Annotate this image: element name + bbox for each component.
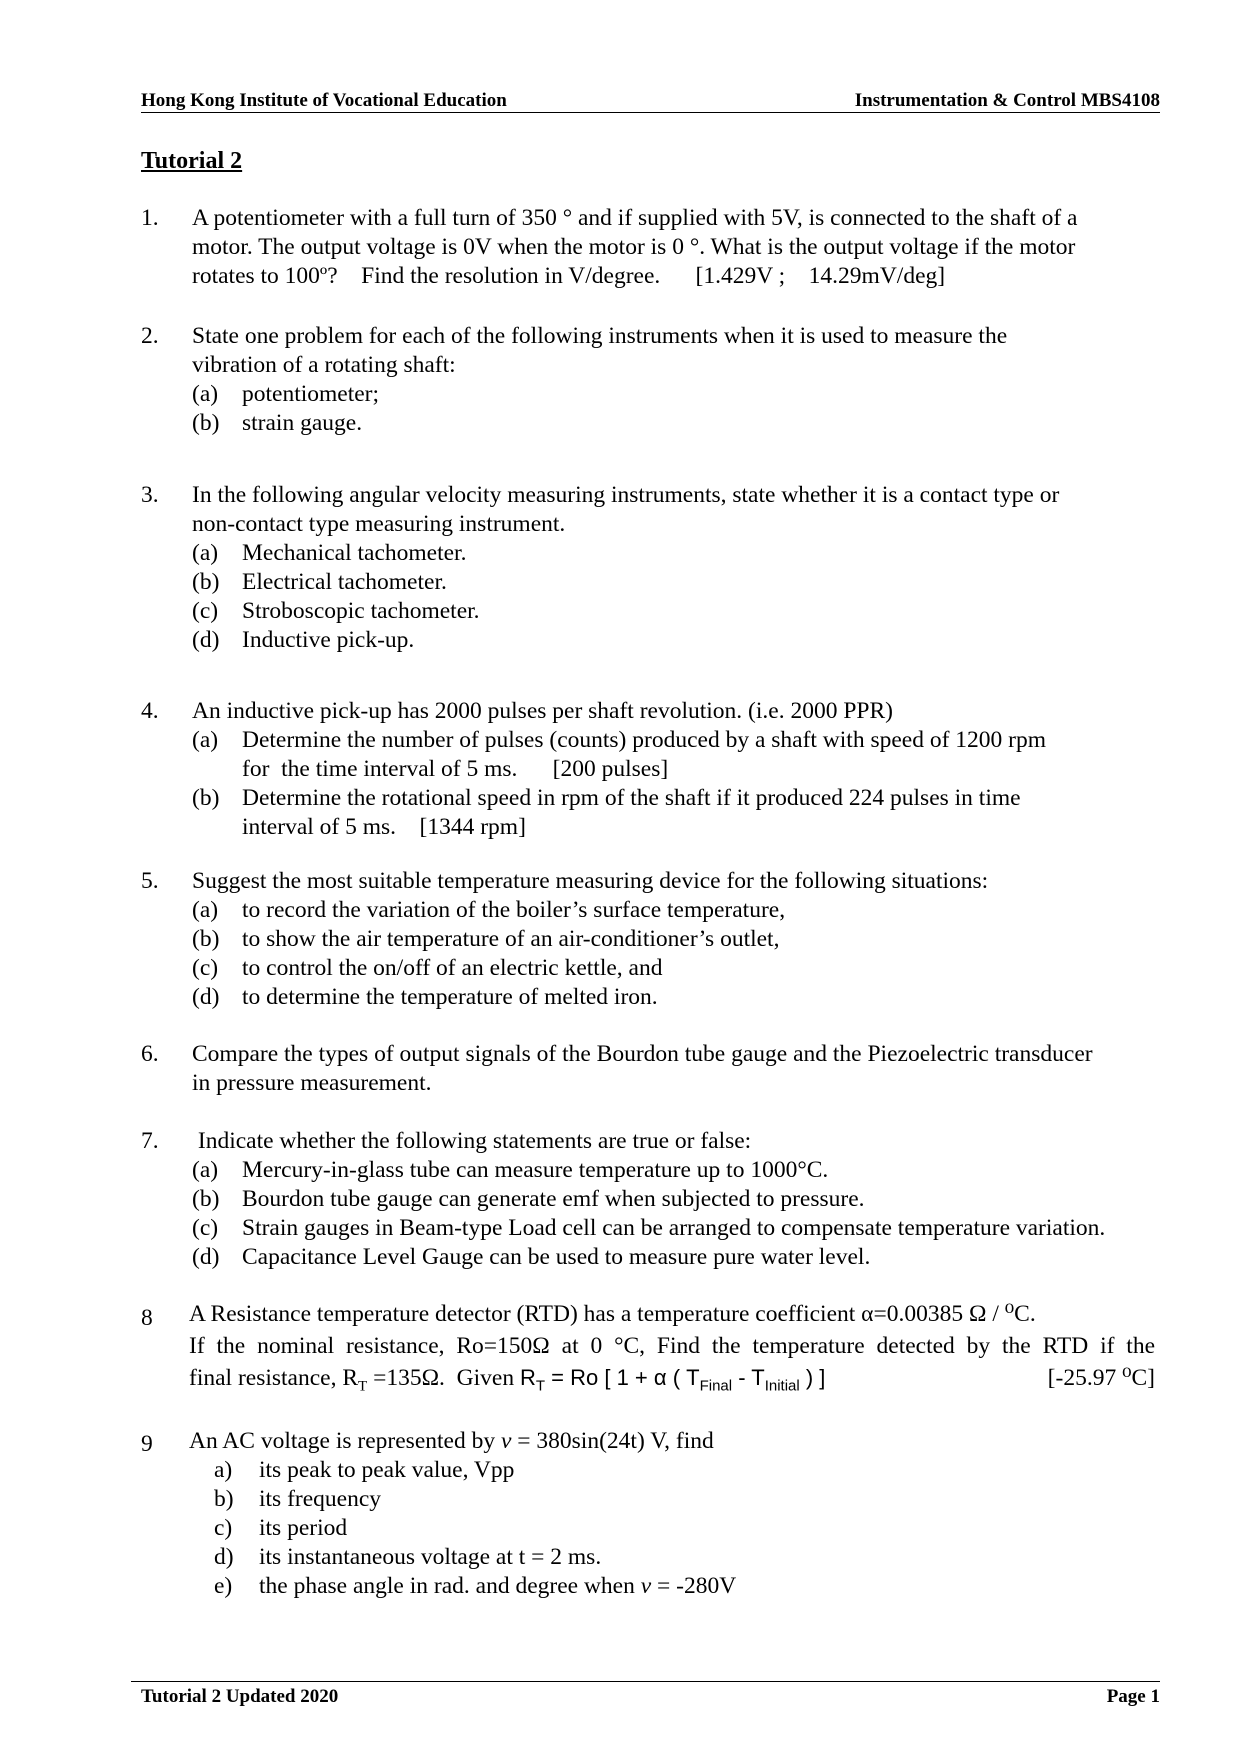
- item-text: Capacitance Level Gauge can be used to measure pure water level.: [242, 1244, 871, 1270]
- question-number: 3.: [141, 482, 159, 508]
- item-text: potentiometer;: [242, 381, 380, 407]
- item-label: c): [214, 1515, 233, 1541]
- question-number: 2.: [141, 323, 159, 349]
- item-label: d): [214, 1544, 234, 1570]
- question-line: [189, 1362, 1155, 1403]
- subscript: T: [535, 1377, 546, 1395]
- question-4: [141, 697, 1171, 842]
- item-label: (a): [192, 727, 219, 753]
- item-label: (a): [192, 1157, 219, 1183]
- question-text: =135Ω. Given: [367, 1365, 520, 1391]
- question-9: [141, 1427, 1171, 1601]
- list-item: [192, 568, 1171, 597]
- question-line: [189, 1427, 1171, 1456]
- footer-page-number: Page 1: [1106, 1686, 1160, 1707]
- question-number: 9: [141, 1431, 153, 1457]
- item-text: its frequency: [259, 1486, 382, 1512]
- variable: v: [500, 1428, 512, 1454]
- question-number: 1.: [141, 205, 159, 231]
- formula: [519, 1365, 826, 1395]
- item-label: (a): [192, 540, 219, 566]
- question-line: In the following angular velocity measuring instruments, state whether it is a contact type or: [192, 482, 1060, 508]
- item-text: to record the variation of the boiler’s surface temperature,: [242, 897, 786, 923]
- question-2: [141, 322, 1171, 438]
- question-line: Compare the types of output signals of the Bourdon tube gauge and the Piezoelectric transducer: [192, 1041, 1093, 1067]
- question-line: non-contact type measuring instrument.: [192, 511, 566, 537]
- formula-part: - T: [732, 1365, 765, 1390]
- header-course: Instrumentation & Control MBS4108: [854, 90, 1160, 111]
- item-label: (b): [192, 569, 220, 595]
- list-item: [192, 954, 1171, 983]
- item-text: Mechanical tachometer.: [242, 540, 467, 566]
- item-text: strain gauge.: [242, 410, 363, 436]
- question-line: A Resistance temperature detector (RTD) has a temperature coefficient α=0.00385 Ω / ⁰C.: [189, 1301, 1036, 1327]
- question-line: vibration of a rotating shaft:: [192, 352, 456, 378]
- page-footer: [131, 1681, 1160, 1707]
- item-label: (b): [192, 926, 220, 952]
- list-item: [192, 784, 1171, 842]
- question-line: in pressure measurement.: [192, 1070, 432, 1096]
- list-item: [192, 983, 1171, 1012]
- question-number: 7.: [141, 1128, 159, 1154]
- item-label: e): [214, 1573, 233, 1599]
- item-text: Stroboscopic tachometer.: [242, 598, 480, 624]
- item-text: Strain gauges in Beam-type Load cell can be arranged to compensate temperature variation.: [242, 1215, 1106, 1241]
- item-label: (a): [192, 897, 219, 923]
- question-line: rotates to 100º? Find the resolution in V/degree. [1.429V ; 14.29mV/deg]: [192, 263, 946, 289]
- question-line: An inductive pick-up has 2000 pulses per shaft revolution. (i.e. 2000 PPR): [192, 698, 893, 724]
- list-item: [189, 1485, 1171, 1514]
- question-number: 5.: [141, 868, 159, 894]
- question-line: A potentiometer with a full turn of 350 ° and if supplied with 5V, is connected to the shaft of a: [192, 205, 1078, 231]
- item-text: to show the air temperature of an air-conditioner’s outlet,: [242, 926, 780, 952]
- page-title: Tutorial 2: [141, 148, 243, 174]
- question-3: [141, 481, 1171, 655]
- question-line: State one problem for each of the following instruments when it is used to measure the: [192, 323, 1008, 349]
- question-line: Indicate whether the following statements are true or false:: [192, 1128, 752, 1154]
- item-label: (d): [192, 984, 220, 1010]
- question-text: final resistance, R: [189, 1365, 359, 1391]
- item-label: (b): [192, 1186, 220, 1212]
- item-label: (c): [192, 1215, 219, 1241]
- item-text: Inductive pick-up.: [242, 627, 415, 653]
- item-text: Electrical tachometer.: [242, 569, 447, 595]
- question-text: = 380sin(24t) V, find: [511, 1428, 714, 1454]
- question-1: [141, 204, 1171, 291]
- item-text: its period: [259, 1515, 348, 1541]
- item-text: Mercury-in-glass tube can measure temperature up to 1000°C.: [242, 1157, 829, 1183]
- question-6: [141, 1040, 1171, 1098]
- item-label: (c): [192, 598, 219, 624]
- list-item: [192, 626, 1171, 655]
- question-number: 6.: [141, 1041, 159, 1067]
- formula-part: ) ]: [799, 1365, 826, 1390]
- subscript: T: [358, 1378, 368, 1395]
- subscript: Final: [699, 1377, 733, 1395]
- page-header: [141, 90, 1160, 113]
- question-text: An AC voltage is represented by: [189, 1428, 501, 1454]
- item-text: Determine the number of pulses (counts) produced by a shaft with speed of 1200 rpm: [242, 727, 1047, 753]
- variable: v: [640, 1573, 652, 1599]
- question-7: [141, 1127, 1171, 1272]
- item-text: to determine the temperature of melted iron.: [242, 984, 658, 1010]
- item-text: for the time interval of 5 ms. [200 pulses]: [242, 756, 669, 782]
- item-text: its peak to peak value, Vpp: [259, 1457, 515, 1483]
- item-label: b): [214, 1486, 234, 1512]
- list-item: [192, 896, 1171, 925]
- item-text: interval of 5 ms. [1344 rpm]: [242, 814, 526, 840]
- item-label: a): [214, 1457, 233, 1483]
- item-label: (d): [192, 1244, 220, 1270]
- list-item: [189, 1543, 1171, 1572]
- list-item: [192, 539, 1171, 568]
- item-text: Determine the rotational speed in rpm of the shaft if it produced 224 pulses in time: [242, 785, 1021, 811]
- formula-part: = Ro [ 1 + α ( T: [545, 1365, 700, 1390]
- list-item: [192, 1214, 1171, 1243]
- list-item: [192, 409, 1171, 438]
- list-item: [192, 726, 1171, 784]
- list-item: [192, 925, 1171, 954]
- question-number: 4.: [141, 698, 159, 724]
- item-text: its instantaneous voltage at t = 2 ms.: [259, 1544, 602, 1570]
- list-item: [189, 1514, 1171, 1543]
- question-line: motor. The output voltage is 0V when the motor is 0 °. What is the output voltage if the motor: [192, 234, 1076, 260]
- list-item: [192, 380, 1171, 409]
- list-item: [192, 1243, 1171, 1272]
- item-label: (d): [192, 627, 220, 653]
- formula-part: R: [519, 1365, 536, 1390]
- item-text: the phase angle in rad. and degree when: [259, 1573, 641, 1599]
- answer: [-25.97 ⁰C]: [1047, 1365, 1155, 1391]
- question-line: If the nominal resistance, Ro=150Ω at 0 °C, Find the temperature detected by the RTD if the: [189, 1333, 1155, 1359]
- list-item: [192, 597, 1171, 626]
- item-label: (b): [192, 785, 220, 811]
- list-item: [192, 1185, 1171, 1214]
- footer-updated: Tutorial 2 Updated 2020: [141, 1686, 339, 1707]
- question-line: Suggest the most suitable temperature measuring device for the following situations:: [192, 868, 989, 894]
- header-institution: Hong Kong Institute of Vocational Education: [141, 90, 507, 111]
- item-text: = -280V: [651, 1573, 737, 1599]
- list-item: [189, 1572, 1171, 1601]
- list-item: [192, 1156, 1171, 1185]
- item-label: (c): [192, 955, 219, 981]
- item-text: to control the on/off of an electric kettle, and: [242, 955, 663, 981]
- item-text: Bourdon tube gauge can generate emf when subjected to pressure.: [242, 1186, 865, 1212]
- list-item: [189, 1456, 1171, 1485]
- subscript: Initial: [764, 1377, 800, 1395]
- question-number: 8: [141, 1305, 153, 1331]
- item-label: (a): [192, 381, 219, 407]
- question-8: [141, 1298, 1171, 1403]
- question-5: [141, 867, 1171, 1012]
- item-label: (b): [192, 410, 220, 436]
